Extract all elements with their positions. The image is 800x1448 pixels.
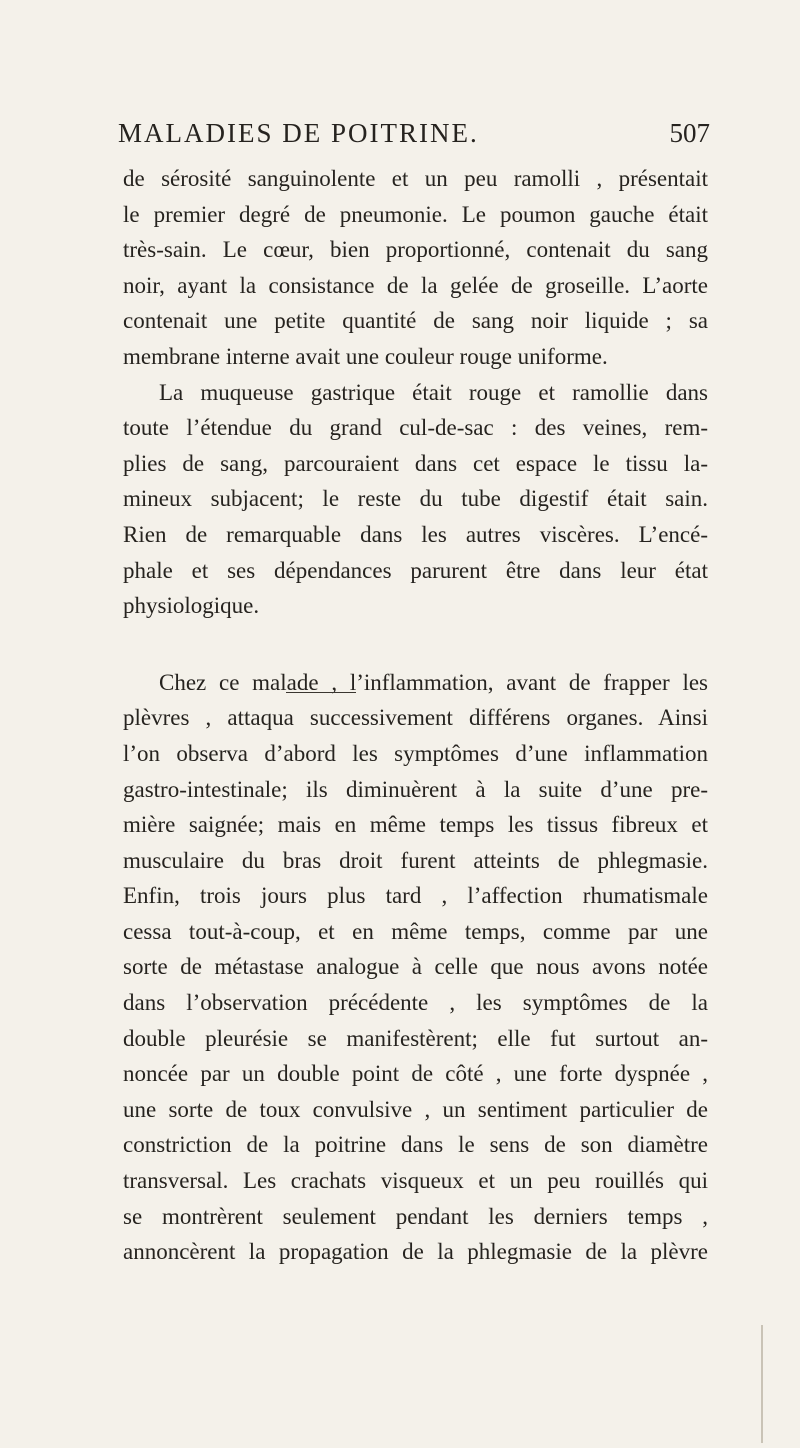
text-line: phale et ses dépendances parurent être dans leur état — [123, 557, 708, 583]
text-line: Enfin, trois jours plus tard , l’affection rhumatismale — [123, 883, 708, 909]
text-line: La muqueuse gastrique était rouge et ramollie dans — [159, 379, 708, 405]
text-line: mineux subjacent; le reste du tube digestif était sain. — [123, 486, 708, 512]
text-line: une sorte de toux convulsive , un sentiment particulier de — [123, 1096, 708, 1122]
running-title: MALADIES DE POITRINE. — [118, 118, 479, 148]
text-line: Rien de remarquable dans les autres viscères. L’encé- — [123, 521, 708, 547]
text-line: double pleurésie se manifestèrent; elle fut surtout an- — [123, 1025, 708, 1051]
text-line: constriction de la poitrine dans le sens de son diamètre — [123, 1132, 708, 1158]
text-line: transversal. Les crachats visqueux et un peu rouillés qui — [123, 1168, 708, 1194]
body-text — [123, 161, 708, 1270]
paragraph — [123, 375, 708, 624]
text-line: très-sain. Le cœur, bien proportionné, contenait du sang — [123, 237, 708, 263]
text-line: plies de sang, parcouraient dans cet espace le tissu la- — [123, 450, 708, 476]
page-edge-shadow — [761, 1325, 763, 1443]
text-line: physiologique. — [123, 593, 260, 619]
text-line: plèvres , attaqua successivement différens organes. Ainsi — [123, 705, 708, 731]
text-line: se montrèrent seulement pendant les derniers temps , — [123, 1203, 708, 1229]
text-line: musculaire du bras droit furent atteints de phlegmasie. — [123, 847, 708, 873]
text-line: annoncèrent la propagation de la phlegmasie de la plèvre — [123, 1239, 708, 1265]
section-gap — [123, 624, 708, 665]
page-number: 507 — [669, 118, 710, 148]
text-line: l’on observa d’abord les symptômes d’une inflammation — [123, 740, 708, 766]
text-line: le premier degré de pneumonie. Le poumon gauche était — [123, 201, 708, 227]
section-separator — [286, 692, 356, 693]
paragraph — [123, 161, 708, 375]
text-line: sorte de métastase analogue à celle que nous avons notée — [123, 954, 708, 980]
text-line: noncée par un double point de côté , une forte dyspnée , — [123, 1061, 708, 1087]
page-header — [118, 112, 710, 156]
paragraph — [123, 665, 708, 1270]
text-line: dans l’observation précédente , les symptômes de la — [123, 990, 708, 1016]
text-line: noir, ayant la consistance de la gelée de groseille. L’aorte — [123, 272, 708, 298]
text-line: cessa tout-à-coup, et en même temps, comme par une — [123, 918, 708, 944]
text-line: mière saignée; mais en même temps les tissus fibreux et — [123, 812, 708, 838]
text-line: Chez ce malade , l’inflammation, avant de frapper les — [159, 669, 708, 695]
text-line: gastro-intestinale; ils diminuèrent à la suite d’une pre- — [123, 776, 708, 802]
text-line: contenait une petite quantité de sang noir liquide ; sa — [123, 308, 708, 334]
text-line: de sérosité sanguinolente et un peu ramolli , présentait — [123, 166, 708, 191]
text-line: membrane interne avait une couleur rouge uniforme. — [123, 343, 608, 369]
text-line: toute l’étendue du grand cul-de-sac : des veines, rem- — [123, 415, 708, 441]
